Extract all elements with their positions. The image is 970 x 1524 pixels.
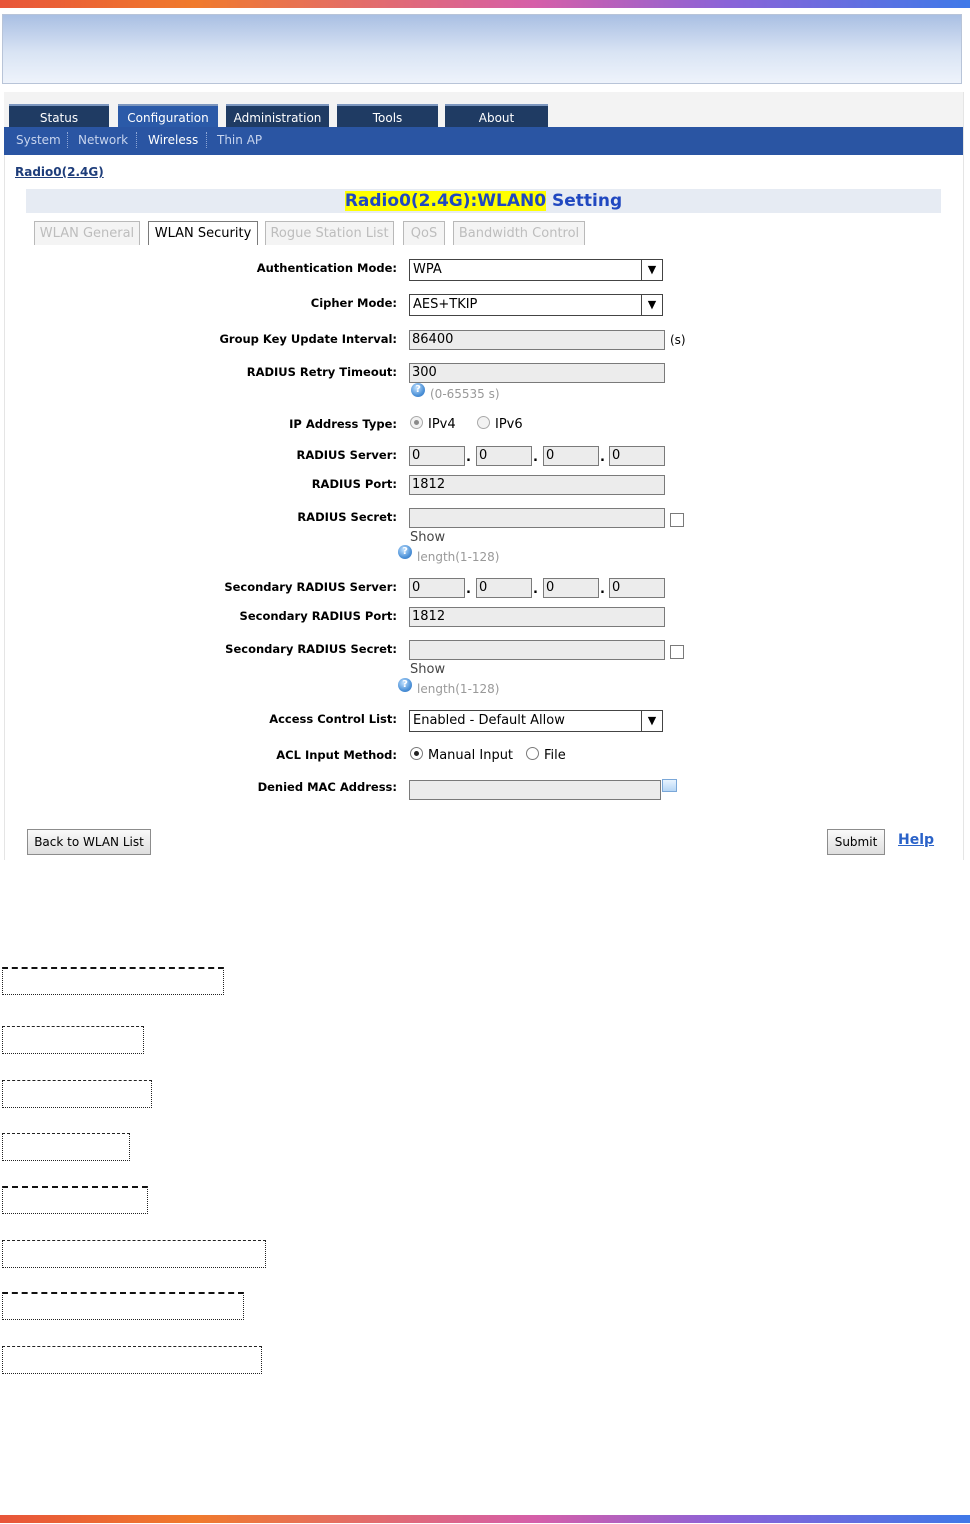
- placeholder-box: [2, 967, 224, 995]
- sec-radius-server-octet-4[interactable]: 0: [609, 578, 665, 598]
- radius-server-octet-1[interactable]: 0: [409, 446, 465, 466]
- radius-server-octet-4[interactable]: 0: [609, 446, 665, 466]
- tab-status[interactable]: Status: [9, 104, 109, 128]
- acl-file-label: File: [544, 748, 566, 763]
- octet-dot: .: [466, 450, 471, 465]
- radius-retry-hint: (0-65535 s): [430, 387, 500, 401]
- placeholder-box: [2, 1026, 144, 1054]
- cipher-mode-select[interactable]: [409, 294, 663, 316]
- radius-retry-label: RADIUS Retry Timeout:: [246, 365, 397, 379]
- acl-manual-label: Manual Input: [428, 748, 514, 763]
- group-key-label: Group Key Update Interval:: [219, 332, 397, 346]
- auth-mode-value: WPA: [413, 262, 442, 277]
- ipv6-radio[interactable]: [477, 416, 490, 429]
- chevron-down-icon: ▼: [641, 260, 662, 280]
- acl-label: Access Control List:: [269, 712, 397, 726]
- ipv4-radio[interactable]: [410, 416, 423, 429]
- radio-link[interactable]: Radio0(2.4G): [15, 165, 104, 179]
- placeholder-box: [2, 1080, 152, 1108]
- radius-server-label: RADIUS Server:: [296, 448, 397, 462]
- subtab-bandwidth-control[interactable]: Bandwidth Control: [453, 221, 585, 245]
- subtab-wlan-general[interactable]: WLAN General: [34, 221, 140, 245]
- octet-dot: .: [600, 582, 605, 597]
- page-title-highlight: Radio0(2.4G):WLAN0: [344, 191, 547, 211]
- bottom-accent-bar: [0, 1515, 970, 1523]
- subnav-thin-ap[interactable]: Thin AP: [217, 133, 263, 147]
- placeholder-box: [2, 1292, 244, 1320]
- top-accent-bar: [0, 0, 970, 8]
- denied-mac-input[interactable]: [409, 780, 661, 800]
- radius-secret-show-checkbox[interactable]: [670, 513, 684, 527]
- subnav-wireless[interactable]: Wireless: [148, 133, 199, 147]
- chevron-down-icon: ▼: [641, 711, 662, 731]
- ipv6-label: IPv6: [495, 417, 523, 432]
- acl-select[interactable]: [409, 710, 663, 732]
- placeholder-box: [2, 1240, 266, 1268]
- subnav-separator: [67, 132, 69, 148]
- back-to-wlan-list-button[interactable]: Back to WLAN List: [27, 829, 151, 855]
- submit-button[interactable]: Submit: [827, 829, 885, 855]
- cipher-mode-value: AES+TKIP: [413, 297, 478, 312]
- auth-mode-select[interactable]: [409, 259, 663, 281]
- placeholder-box: [2, 1346, 262, 1374]
- octet-dot: .: [533, 582, 538, 597]
- subnav-network[interactable]: Network: [78, 133, 129, 147]
- acl-value: Enabled - Default Allow: [413, 713, 565, 728]
- ip-type-label: IP Address Type:: [289, 417, 397, 431]
- placeholder-box: [2, 1186, 148, 1214]
- sec-radius-secret-show-label: Show: [410, 662, 446, 677]
- octet-dot: .: [533, 450, 538, 465]
- acl-method-label: ACL Input Method:: [276, 748, 397, 762]
- radius-secret-label: RADIUS Secret:: [297, 510, 397, 524]
- auth-mode-label: Authentication Mode:: [256, 261, 397, 275]
- radius-server-octet-3[interactable]: 0: [543, 446, 599, 466]
- group-key-unit: (s): [670, 333, 686, 347]
- chevron-down-icon: ▼: [641, 295, 662, 315]
- subnav-separator: [136, 132, 138, 148]
- help-icon[interactable]: ?: [398, 545, 412, 559]
- subtab-qos[interactable]: QoS: [403, 221, 445, 245]
- edit-list-icon[interactable]: [662, 779, 677, 792]
- cipher-mode-label: Cipher Mode:: [310, 296, 397, 310]
- acl-file-radio[interactable]: [526, 747, 539, 760]
- radius-retry-input[interactable]: 300: [409, 363, 665, 383]
- help-link[interactable]: Help: [898, 832, 935, 848]
- sec-radius-secret-label: Secondary RADIUS Secret:: [225, 642, 397, 656]
- tab-tools[interactable]: Tools: [337, 104, 438, 128]
- radius-secret-hint: length(1-128): [417, 550, 500, 564]
- radius-secret-input[interactable]: [409, 508, 665, 528]
- octet-dot: .: [600, 450, 605, 465]
- help-icon[interactable]: ?: [411, 383, 425, 397]
- ipv4-label: IPv4: [428, 417, 456, 432]
- sec-radius-secret-hint: length(1-128): [417, 682, 500, 696]
- subnav-separator: [206, 132, 208, 148]
- sec-radius-port-input[interactable]: 1812: [409, 607, 665, 627]
- page-title: [26, 189, 941, 213]
- header-banner: [2, 14, 962, 84]
- tab-about[interactable]: About: [445, 104, 548, 128]
- sec-radius-secret-input[interactable]: [409, 640, 665, 660]
- octet-dot: .: [466, 582, 471, 597]
- radius-port-label: RADIUS Port:: [311, 477, 397, 491]
- sec-radius-secret-show-checkbox[interactable]: [670, 645, 684, 659]
- sec-radius-server-octet-2[interactable]: 0: [476, 578, 532, 598]
- subtab-wlan-security[interactable]: WLAN Security: [148, 221, 258, 245]
- page-title-rest: Setting: [546, 191, 623, 211]
- sec-radius-server-octet-3[interactable]: 0: [543, 578, 599, 598]
- tab-configuration[interactable]: Configuration: [118, 104, 218, 128]
- subtab-rogue-station-list[interactable]: Rogue Station List: [265, 221, 394, 245]
- group-key-input[interactable]: 86400: [409, 330, 665, 350]
- radius-port-input[interactable]: 1812: [409, 475, 665, 495]
- sec-radius-server-label: Secondary RADIUS Server:: [224, 580, 397, 594]
- acl-manual-radio[interactable]: [410, 747, 423, 760]
- radius-secret-show-label: Show: [410, 530, 446, 545]
- subnav-system[interactable]: System: [16, 133, 61, 147]
- radius-server-octet-2[interactable]: 0: [476, 446, 532, 466]
- denied-mac-label: Denied MAC Address:: [257, 780, 397, 794]
- tab-administration[interactable]: Administration: [226, 104, 329, 128]
- sec-radius-port-label: Secondary RADIUS Port:: [239, 609, 397, 623]
- help-icon[interactable]: ?: [398, 678, 412, 692]
- placeholder-box: [2, 1133, 130, 1161]
- sec-radius-server-octet-1[interactable]: 0: [409, 578, 465, 598]
